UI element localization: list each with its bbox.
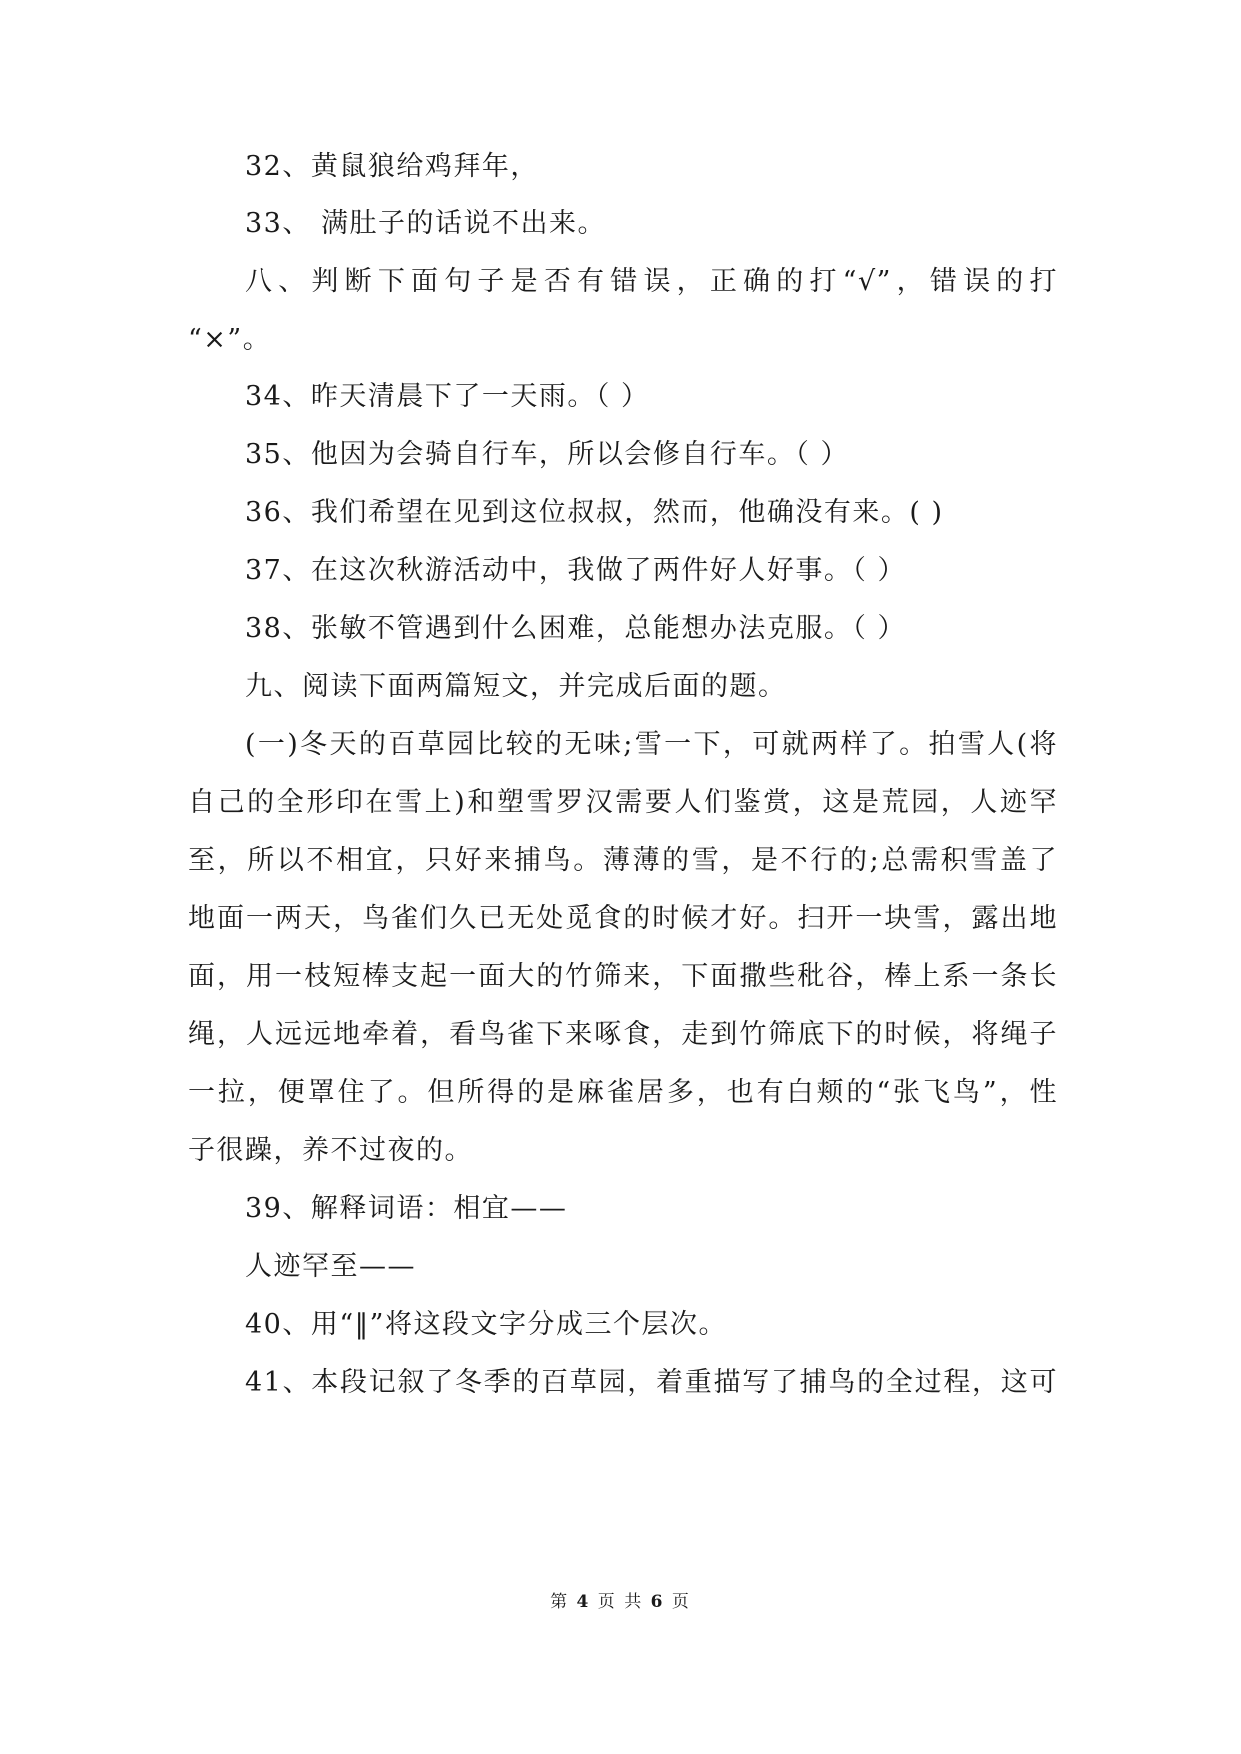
footer-current-page: 4 (576, 1592, 591, 1612)
passage-line: 地面一两天，鸟雀们久已无处觅食的时候才好。扫开一块雪，露出地 (188, 903, 1058, 934)
footer-total-pages: 6 (650, 1592, 665, 1612)
passage-line: 子很躁，养不过夜的。 (188, 1135, 473, 1166)
section-8-heading: 八、判断下面句子是否有错误，正确的打“√”，错误的打 (245, 266, 1058, 297)
item-39: 39、解释词语：相宜—— (245, 1193, 568, 1224)
passage-line: (一)冬天的百草园比较的无味;雪一下，可就两样了。拍雪人(将 (245, 729, 1058, 760)
item-33: 33、 满肚子的话说不出来。 (245, 208, 606, 239)
passage-line: 至，所以不相宜，只好来捕鸟。薄薄的雪，是不行的;总需积雪盖了 (188, 845, 1058, 876)
passage-line: 自己的全形印在雪上)和塑雪罗汉需要人们鉴赏，这是荒园，人迹罕 (188, 787, 1058, 818)
item-40: 40、用“‖”将这段文字分成三个层次。 (245, 1309, 727, 1340)
item-41: 41、本段记叙了冬季的百草园，着重描写了捕鸟的全过程，这可 (245, 1367, 1058, 1398)
item-35: 35、他因为会骑自行车，所以会修自行车。（ ） (245, 439, 849, 470)
item-37: 37、在这次秋游活动中，我做了两件好人好事。（ ） (245, 555, 906, 586)
passage-line: 绳，人远远地牵着，看鸟雀下来啄食，走到竹筛底下的时候，将绳子 (188, 1019, 1058, 1050)
footer-middle: 页 共 (597, 1592, 644, 1612)
section-8-heading-cont: “×”。 (188, 324, 272, 355)
item-34: 34、昨天清晨下了一天雨。（ ） (245, 381, 650, 412)
footer-suffix: 页 (671, 1592, 691, 1612)
item-32: 32、黄鼠狼给鸡拜年， (245, 151, 539, 182)
item-38: 38、张敏不管遇到什么困难，总能想办法克服。（ ） (245, 613, 906, 644)
item-39-sub: 人迹罕至—— (245, 1251, 416, 1282)
section-9-heading: 九、阅读下面两篇短文，并完成后面的题。 (245, 671, 787, 702)
passage-line: 一拉，便罩住了。但所得的是麻雀居多，也有白颊的“张飞鸟”，性 (188, 1077, 1058, 1108)
footer-prefix: 第 (550, 1592, 570, 1612)
page-footer (0, 1590, 1241, 1614)
passage-line: 面，用一枝短棒支起一面大的竹筛来，下面撒些秕谷，棒上系一条长 (188, 961, 1058, 992)
item-36: 36、我们希望在见到这位叔叔，然而，他确没有来。( ) (245, 497, 944, 528)
